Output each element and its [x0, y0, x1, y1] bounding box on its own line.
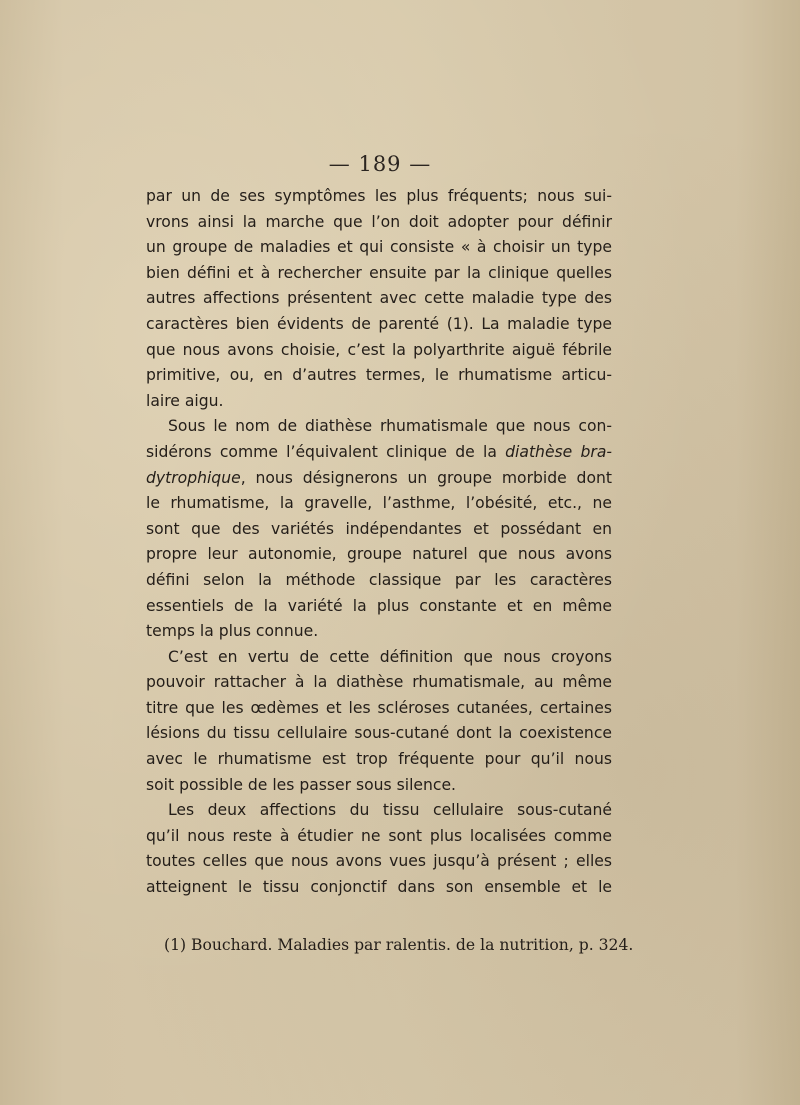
footnote: (1) Bouchard. Maladies par ralentis. de la nutrition, p. 324. [164, 936, 634, 954]
text-line: vrons ainsi la marche que l’on doit adopter pour définir [146, 212, 612, 231]
text-line-mixed [146, 466, 612, 492]
text-segment: , nous désignerons un groupe morbide dont [240, 468, 612, 487]
text-line: que nous avons choisie, c’est la polyarthrite aiguë fébrile [146, 340, 612, 359]
text-line: sont que des variétés indépendantes et possédant en [146, 519, 612, 538]
text-line: propre leur autonomie, groupe naturel que nous avons [146, 545, 612, 564]
text-line: primitive, ou, en d’autres termes, le rhumatisme articu- [146, 366, 612, 385]
text-line: essentiels de la variété la plus constante et en même [146, 596, 612, 615]
paragraph-2 [146, 414, 612, 644]
text-line: atteignent le tissu conjonctif dans son ensemble et le [146, 878, 612, 897]
text-line: titre que les œdèmes et les scléroses cutanées, certaines [146, 698, 612, 717]
paragraph-1 [146, 184, 612, 414]
text-line: bien défini et à rechercher ensuite par la clinique quelles [146, 263, 612, 282]
text-line: laire aigu. [146, 391, 224, 410]
text-line: qu’il nous reste à étudier ne sont plus localisées comme [146, 826, 612, 845]
text-line: temps la plus connue. [146, 622, 319, 641]
text-line: le rhumatisme, la gravelle, l’asthme, l’obésité, etc., ne [146, 494, 612, 513]
paragraph-3 [146, 645, 612, 799]
paragraph-4 [146, 798, 612, 900]
text-segment: sidérons comme l’équivalent clinique de la [146, 442, 506, 461]
text-line: soit possible de les passer sous silence. [146, 775, 457, 794]
text-line: Les deux affections du tissu cellulaire sous-cutané [168, 801, 612, 820]
italic-term: diathèse bra- [505, 442, 613, 461]
text-line: autres affections présentent avec cette maladie type des [146, 289, 612, 308]
text-line: pouvoir rattacher à la diathèse rhumatismale, au même [146, 673, 612, 692]
text-line: C’est en vertu de cette définition que nous croyons [168, 647, 612, 666]
text-line-mixed [146, 440, 612, 466]
body-text [146, 184, 612, 901]
text-line: un groupe de maladies et qui consiste « à choisir un type [146, 238, 612, 257]
text-line: toutes celles que nous avons vues jusqu’à présent ; elles [146, 852, 612, 871]
text-line: par un de ses symptômes les plus fréquents; nous sui- [146, 187, 612, 205]
italic-term: dytrophique [146, 468, 241, 487]
text-line: Sous le nom de diathèse rhumatismale que nous con- [168, 417, 612, 436]
text-line: défini selon la méthode classique par les caractères [146, 570, 612, 589]
text-line: avec le rhumatisme est trop fréquente pour qu’il nous [146, 750, 612, 769]
page-number: — 189 — [328, 152, 432, 176]
text-line: caractères bien évidents de parenté (1). La maladie type [146, 314, 612, 333]
text-line: lésions du tissu cellulaire sous-cutané dont la coexistence [146, 724, 612, 743]
